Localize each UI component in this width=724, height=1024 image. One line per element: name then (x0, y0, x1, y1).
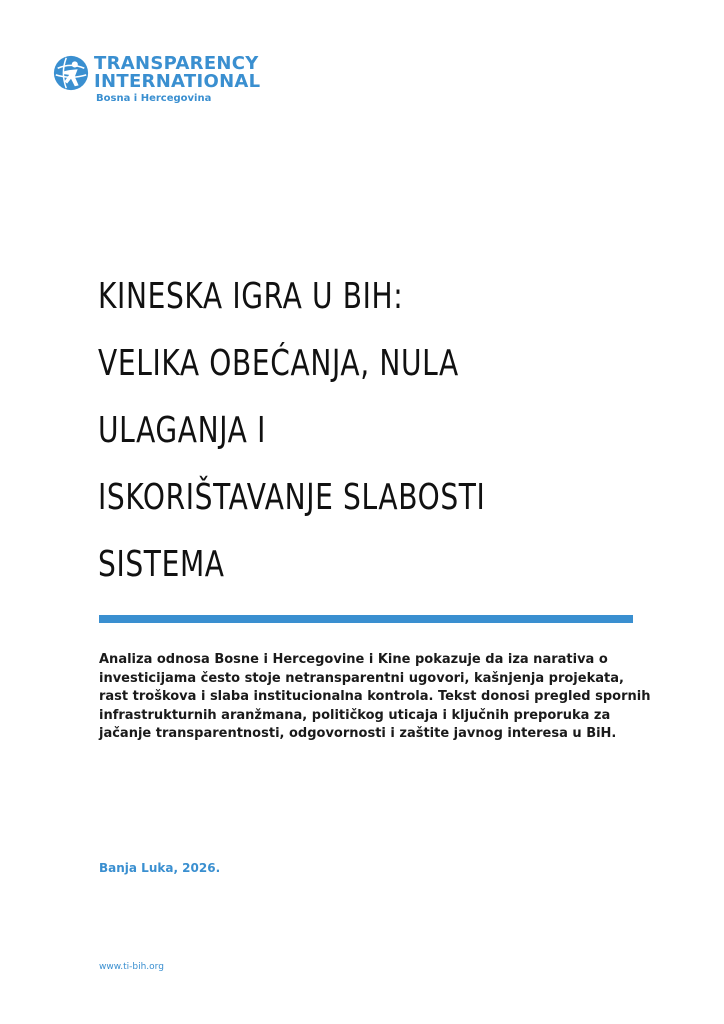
abstract (99, 651, 651, 744)
title-line: VELIKA OBEĆANJA, NULA (98, 343, 459, 384)
website-link[interactable]: www.ti-bih.org (99, 962, 164, 972)
title-line: SISTEMA (98, 544, 225, 585)
abstract-line: investicijama često stoje netransparentni ugovori, kašnjenja projekata, (99, 670, 624, 686)
title-line: KINESKA IGRA U BIH: (98, 276, 404, 317)
title-divider (99, 615, 633, 623)
abstract-line: infrastrukturnih aranžmana, političkog uticaja i ključnih preporuka za (99, 707, 611, 723)
ti-globe-figure-icon (52, 54, 90, 92)
abstract-line: jačanje transparentnosti, odgovornosti i zaštite javnog interesa u BiH. (99, 726, 617, 741)
abstract-line: rast troškova i slaba institucionalna kontrola. Tekst donosi pregled spornih (99, 689, 651, 704)
organization-name (94, 55, 260, 106)
place-date: Banja Luka, 2026. (99, 861, 221, 875)
document-title (98, 263, 535, 598)
org-name-line1: TRANSPARENCY (94, 53, 259, 74)
org-name-line2: INTERNATIONAL (94, 71, 261, 92)
title-line: ISKORIŠTAVANJE SLABOSTI (98, 477, 486, 518)
abstract-line: Analiza odnosa Bosne i Hercegovine i Kine pokazuje da iza narativa o (99, 652, 608, 667)
org-chapter: Bosna i Hercegovina (96, 93, 212, 104)
organization-logo (52, 54, 260, 106)
title-line: ULAGANJA I (98, 410, 266, 451)
